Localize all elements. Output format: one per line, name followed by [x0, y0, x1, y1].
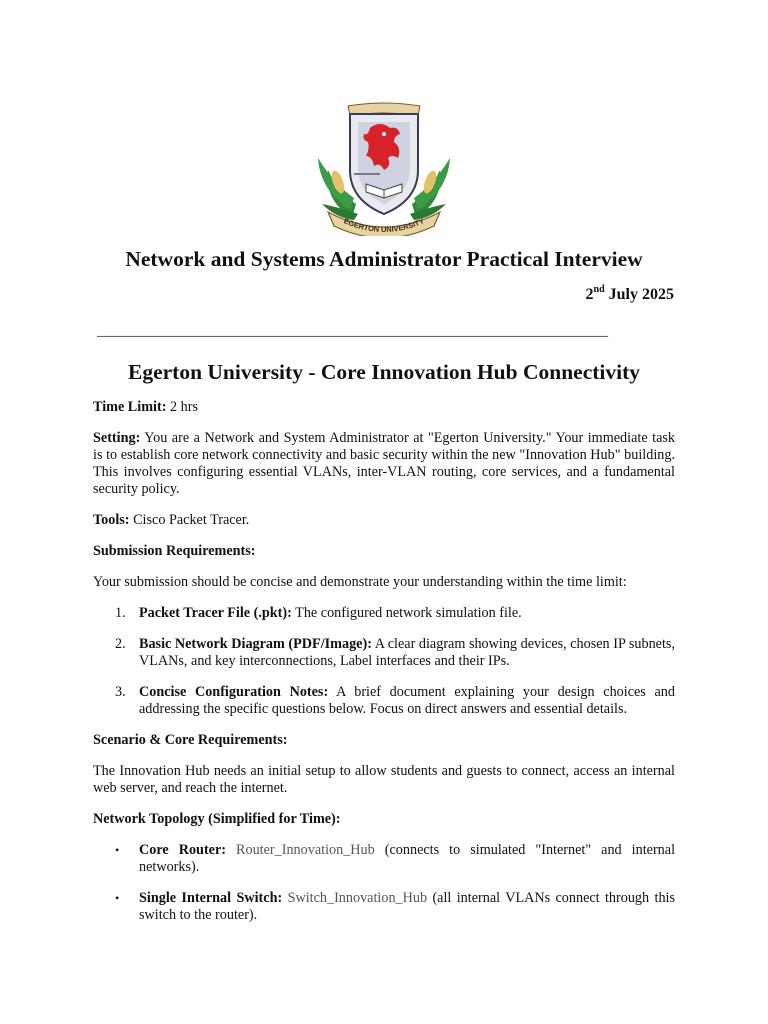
crest-banner-text: EGERTON UNIVERSITY — [342, 216, 426, 235]
list-item-text: A clear diagram showing devices, chosen IP subnets, VLANs, and key interconnections, Label interfaces and their IPs. — [139, 636, 675, 669]
list-item — [93, 890, 675, 924]
submission-intro: Your submission should be concise and demonstrate your understanding within the time limit: — [93, 574, 627, 590]
scenario-heading: Scenario & Core Requirements: — [93, 732, 288, 748]
submission-heading: Submission Requirements: — [93, 543, 256, 559]
list-number: 2. — [115, 636, 126, 652]
device-name: Router_Innovation_Hub — [225, 842, 375, 858]
list-item-label: Packet Tracer File (.pkt): — [139, 605, 292, 621]
tools-text: Cisco Packet Tracer. — [129, 512, 250, 528]
list-number: 1. — [115, 605, 126, 621]
topology-list — [93, 842, 675, 924]
scenario-text: The Innovation Hub needs an initial setup to allow students and guests to connect, access an internal web server, and reach the internet. — [93, 763, 675, 796]
bullet-icon: • — [115, 891, 120, 905]
time-limit-value: 2 hrs — [166, 399, 198, 415]
date-day: 2 — [585, 286, 594, 303]
document-title: Network and Systems Administrator Practical Interview — [125, 247, 643, 271]
date-suffix: nd — [593, 284, 605, 295]
list-item-text: A brief document explaining your design choices and addressing the specific questions below. Focus on direct answers and essential details. — [139, 684, 675, 717]
list-item-text: (connects to simulated "Internet" and internal networks). — [139, 842, 676, 875]
tools-paragraph — [93, 512, 675, 529]
list-number: 3. — [115, 684, 126, 700]
topology-heading: Network Topology (Simplified for Time): — [93, 811, 341, 827]
list-item-text: (all internal VLANs connect through this switch to the router). — [139, 890, 676, 923]
list-item — [93, 605, 675, 622]
submission-list — [93, 605, 675, 718]
device-name: Switch_Innovation_Hub — [282, 890, 428, 906]
bullet-icon: • — [115, 843, 120, 857]
document-body — [93, 399, 675, 938]
time-limit — [93, 399, 675, 416]
list-item — [93, 842, 675, 876]
list-item-label: Single Internal Switch: — [139, 890, 283, 906]
setting-paragraph — [93, 430, 675, 498]
setting-label: Setting: — [93, 430, 141, 446]
section-title: Egerton University - Core Innovation Hub Connectivity — [127, 360, 641, 384]
list-item-text: The configured network simulation file. — [291, 605, 522, 621]
list-item — [93, 636, 675, 670]
university-crest-logo — [314, 100, 454, 236]
setting-text: You are a Network and System Administrator at "Egerton University." Your immediate task is to establish core network connectivity and basic security within the new "Innovation Hub" building. This involves configuring essential VLANs, inter-VLAN routing, core services, and a fundamental security policy. — [93, 430, 675, 497]
list-item-label: Concise Configuration Notes: — [139, 684, 329, 700]
list-item-label: Basic Network Diagram (PDF/Image): — [139, 636, 372, 652]
date-month-year: July 2025 — [604, 286, 674, 303]
tools-label: Tools: — [93, 512, 130, 528]
time-limit-label: Time Limit: — [93, 399, 167, 415]
document-date — [586, 286, 674, 304]
separator-line: _________________________________________________________________________ — [97, 324, 608, 339]
list-item-label: Core Router: — [139, 842, 226, 858]
list-item — [93, 684, 675, 718]
